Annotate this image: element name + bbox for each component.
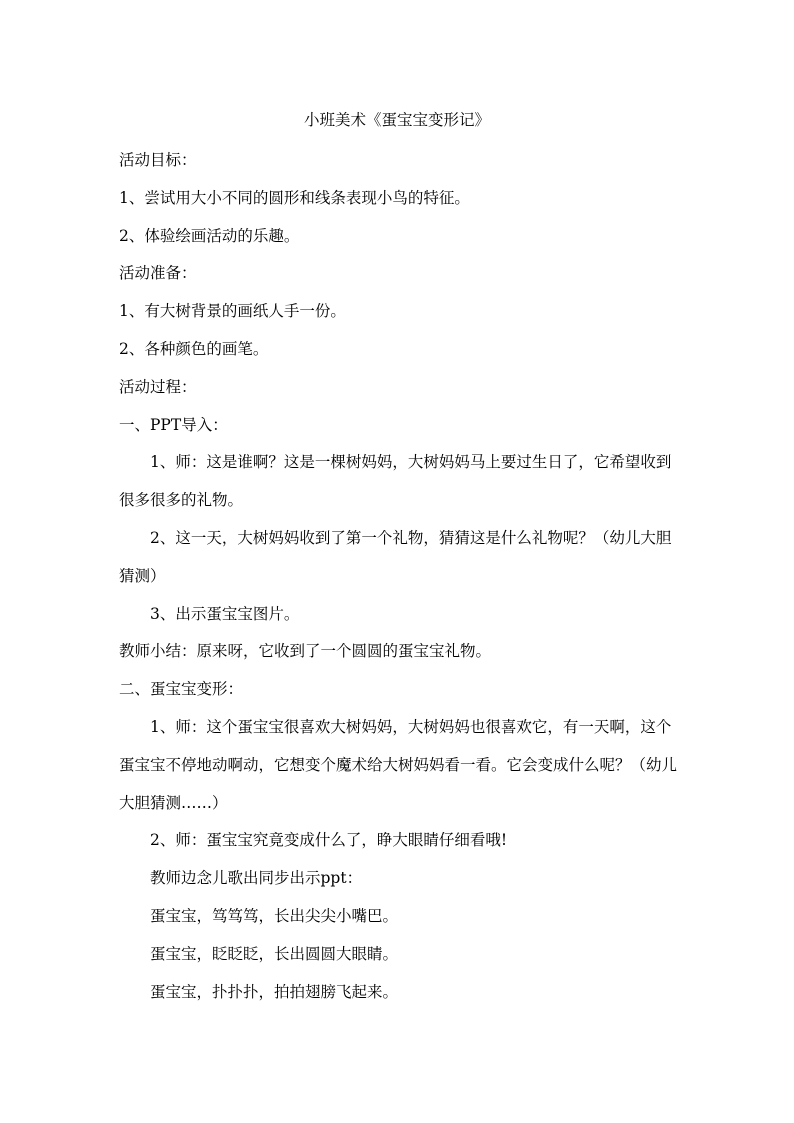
preparation-item-2: 2、各种颜色的画笔。 [119,339,269,358]
section-heading-process: 活动过程： [119,377,197,396]
rhyme-intro: 教师边念儿歌出同步出示ppt： [150,869,363,888]
process-paragraph-2: 2、这一天，大树妈妈收到了第一个礼物，猜猜这是什么礼物呢？（幼儿大胆猜测） [119,528,672,585]
rhyme-line-2: 蛋宝宝，眨眨眨，长出圆圆大眼睛。 [150,944,399,963]
document-body [119,142,679,1011]
process-paragraph-5: 2、师：蛋宝宝究竟变成什么了，睁大眼睛仔细看哦! [150,831,508,850]
document-title: 小班美术《蛋宝宝变形记》 [303,111,490,129]
section-heading-goals: 活动目标： [119,151,197,169]
process-step-2-heading: 二、蛋宝宝变形： [119,680,244,699]
rhyme-line-1: 蛋宝宝，笃笃笃，长出尖尖小嘴巴。 [150,906,399,925]
process-paragraph-1: 1、师：这是谁啊？这是一棵树妈妈，大树妈妈马上要过生日了，它希望收到很多很多的礼物。 [119,453,672,510]
goal-item-1: 1、尝试用大小不同的圆形和线条表现小鸟的特征。 [119,188,470,207]
goal-item-2: 2、体验绘画活动的乐趣。 [119,226,300,245]
process-step-1-heading: 一、PPT导入： [119,415,228,434]
teacher-summary: 教师小结：原来呀，它收到了一个圆圆的蛋宝宝礼物。 [119,642,492,661]
section-heading-preparation: 活动准备： [119,264,197,283]
preparation-item-1: 1、有大树背景的画纸人手一份。 [119,302,346,321]
process-paragraph-4: 1、师：这个蛋宝宝很喜欢大树妈妈，大树妈妈也很喜欢它，有一天啊，这个蛋宝宝不停地动啊动，它想变个魔术给大树妈妈看一看。它会变成什么呢？（幼儿大胆猜测……） [119,717,678,812]
process-paragraph-3: 3、出示蛋宝宝图片。 [150,604,300,623]
rhyme-line-3: 蛋宝宝，扑扑扑，拍拍翅膀飞起来。 [150,982,399,1001]
